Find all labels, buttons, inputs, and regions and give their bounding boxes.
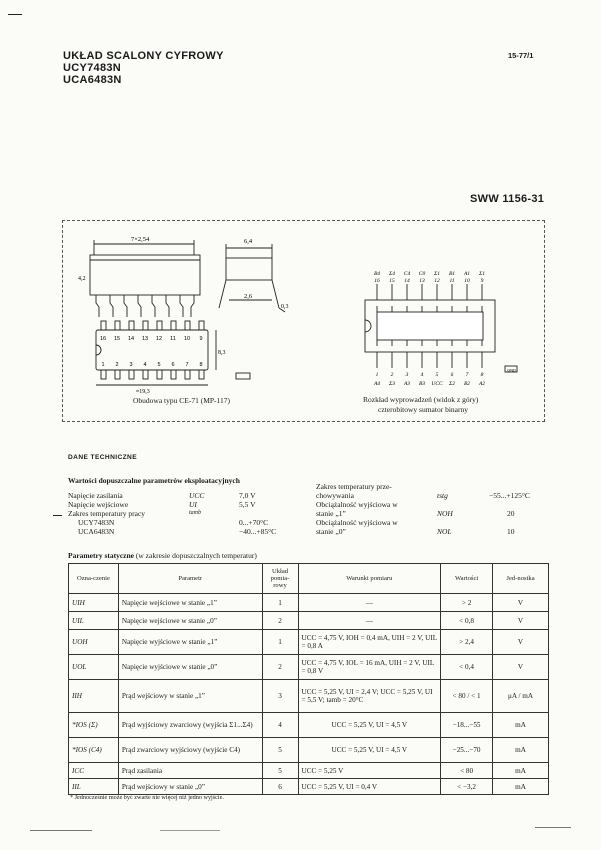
dim-26: 2,6 — [244, 293, 253, 300]
pkg-pin-8: 8 — [199, 362, 203, 368]
dim-83: 8,3 — [218, 350, 226, 356]
pinout-caption-1: Rozkład wyprowadzeń (widok z góry) — [363, 395, 479, 404]
pin-label-2: Σ3 — [388, 381, 396, 387]
table-row: UOL Napięcie wyjściowe w stanie „0” 2 UCC = 4,75 V, IOL = 16 mA, UIH = 2 V, UIL = 0,8 V < 0,4 V — [69, 655, 549, 680]
pin-num-3: 3 — [405, 372, 409, 378]
title-line-1: UKŁAD SCALONY CYFROWY — [63, 50, 224, 62]
pin-num-4: 4 — [420, 372, 424, 378]
pin-label-12: Σ1 — [433, 271, 441, 277]
col-symbol: Ozna-czenie — [69, 564, 119, 594]
pin-num-11: 11 — [449, 278, 455, 284]
pkg-pin-15: 15 — [113, 336, 121, 342]
col-values: Wartości — [441, 564, 493, 594]
pin-label-10: A1 — [463, 271, 471, 277]
pin-label-13: C0 — [418, 271, 426, 277]
pin-label-16: B4 — [373, 271, 381, 277]
table-row: UOH Napięcie wyjściowe w stanie „1” 1 UCC = 4,75 V, IOH = 0,4 mA, UIH = 2 V, UIL = 0,8 A > 2,4 V — [69, 630, 549, 655]
pin-label-6: Σ2 — [448, 381, 456, 387]
pin-num-15: 15 — [389, 278, 395, 284]
table-row: *IOS (Σ) Prąd wyjściowy zwarciowy (wyjścia Σ1...Σ4) 4 UCC = 5,25 V, UI = 4,5 V −18...−55 mA — [69, 713, 549, 738]
table-row: UIH Napięcie wejściowe w stanie „1” 1 — > 2 V — [69, 594, 549, 612]
limit-row: UCA6483N −40...+85°C — [78, 527, 277, 536]
pin-label-9: Σ1 — [478, 271, 486, 277]
limit-row: Obciążalność wyjściowa w stanie „1” NOH 20 — [316, 500, 515, 518]
pin-num-16: 16 — [374, 278, 380, 284]
pin-num-12: 12 — [434, 278, 440, 284]
dim-length: ≈19,3 — [136, 389, 150, 395]
section-title: DANE TECHNICZNE — [68, 454, 138, 461]
pkg-pin-9: 9 — [199, 336, 203, 342]
limit-row: Zakres temperatury pracy tamb — [68, 509, 201, 518]
pkg-pin-11: 11 — [170, 336, 176, 342]
footer-rule — [30, 830, 92, 831]
pin-num-7: 7 — [465, 372, 469, 378]
footer-rule — [535, 827, 571, 828]
limits-right — [316, 482, 546, 536]
standard-number: SWW 1156-31 — [470, 193, 545, 205]
pin-label-14: C4 — [403, 271, 411, 277]
ground-symbol: GND — [507, 367, 516, 373]
pkg-pin-10: 10 — [183, 336, 191, 342]
pin-num-1: 1 — [375, 372, 379, 378]
col-parameter: Parametr — [118, 564, 262, 594]
dim-03: 0,3 — [281, 304, 289, 310]
pin-label-8: A2 — [478, 381, 486, 387]
pkg-pin-16: 16 — [99, 336, 107, 342]
pin-num-5: 5 — [435, 372, 439, 378]
pin-num-9: 9 — [480, 278, 484, 284]
limit-row: Napięcie wejściowe UI 5,5 V — [68, 500, 256, 509]
table-row: ICC Prąd zasilania 5 UCC = 5,25 V < 80 mA — [69, 763, 549, 779]
table-row: IIH Prąd wejściowy w stanie „1” 3 UCC = 5,25 V, UI = 2,4 V; UCC = 5,25 V, UI = 5,5 V; tamb = 20°C < 80 / < 1 μA / mA — [69, 680, 549, 713]
pin-num-6: 6 — [450, 372, 454, 378]
table-row: IIL Prąd wejściowy w stanie „0” 6 UCC = 5,25 V, UI = 0,4 V < −3,2 mA — [69, 779, 549, 795]
table-header — [69, 564, 549, 594]
table-row: *IOS (C4) Prąd zwarciowy wyjściowy (wyjście C4) 5 UCC = 5,25 V, UI = 4,5 V −25...−70 mA — [69, 738, 549, 763]
table-footnote: * Jednocześnie może być zwarte nie więcej niż jedno wyjście. — [70, 794, 224, 801]
pin-label-3: A3 — [403, 381, 411, 387]
pin-label-4: B3 — [418, 381, 426, 387]
pin-label-11: B1 — [448, 271, 456, 277]
col-circuit: Układ pomia-rowy — [262, 564, 298, 594]
limits-title: Wartości dopuszczalne parametrów eksploatacyjnych — [68, 476, 240, 485]
pin-num-2: 2 — [390, 372, 394, 378]
pin-label-5: UCC — [431, 381, 443, 387]
package-drawing — [76, 230, 306, 395]
pinout-caption-2: czterobitowy sumator binarny — [378, 405, 468, 414]
pkg-pin-12: 12 — [155, 336, 163, 342]
dim-width-top: 6,4 — [244, 238, 253, 245]
col-conditions: Warunki pomiaru — [298, 564, 441, 594]
pin-label-7: B2 — [463, 381, 471, 387]
col-unit: Jed-nostka — [493, 564, 549, 594]
pin-num-13: 13 — [419, 278, 425, 284]
pkg-pin-2: 2 — [115, 362, 119, 368]
footer-rule — [160, 830, 220, 831]
package-caption: Obudowa typu CE-71 (MP-117) — [133, 396, 231, 405]
pin-num-14: 14 — [404, 278, 410, 284]
pkg-pin-13: 13 — [141, 336, 149, 342]
pin-label-15: Σ4 — [388, 271, 396, 277]
page-code: 15-77/1 — [508, 51, 534, 60]
pkg-pin-5: 5 — [157, 362, 161, 368]
dim-pitch: 7×2,54 — [131, 236, 150, 243]
pin-label-1: A4 — [373, 381, 381, 387]
pin-num-8: 8 — [480, 372, 484, 378]
pkg-pin-7: 7 — [185, 362, 189, 368]
title-line-3: UCA6483N — [63, 74, 122, 86]
dim-height: 4,2 — [78, 276, 86, 282]
pkg-pin-14: 14 — [127, 336, 135, 342]
pkg-pin-3: 3 — [129, 362, 133, 368]
margin-mark — [8, 14, 22, 15]
parameters-table — [68, 563, 549, 795]
pinout-drawing — [355, 270, 525, 395]
pkg-pin-4: 4 — [143, 362, 147, 368]
limit-row: Obciążalność wyjściowa w stanie „0” NOL 10 — [316, 518, 515, 536]
limit-row: UCY7483N 0...+70°C — [78, 518, 269, 527]
margin-mark — [53, 515, 62, 516]
limit-row: Zakres temperatury prze- chowywania tstg −55...+125°C — [316, 482, 530, 500]
pkg-pin-6: 6 — [171, 362, 175, 368]
limits-left — [68, 491, 298, 536]
static-title: Parametry statyczne (w zakresie dopuszczalnych temperatur) — [68, 551, 257, 560]
title-line-2: UCY7483N — [63, 62, 122, 74]
table-row: UIL Napięcie wejściowe w stanie „0” 2 — < 0,8 V — [69, 612, 549, 630]
limit-row: Napięcie zasilania UCC 7,0 V — [68, 491, 256, 500]
pkg-pin-1: 1 — [101, 362, 105, 368]
pin-num-10: 10 — [464, 278, 470, 284]
